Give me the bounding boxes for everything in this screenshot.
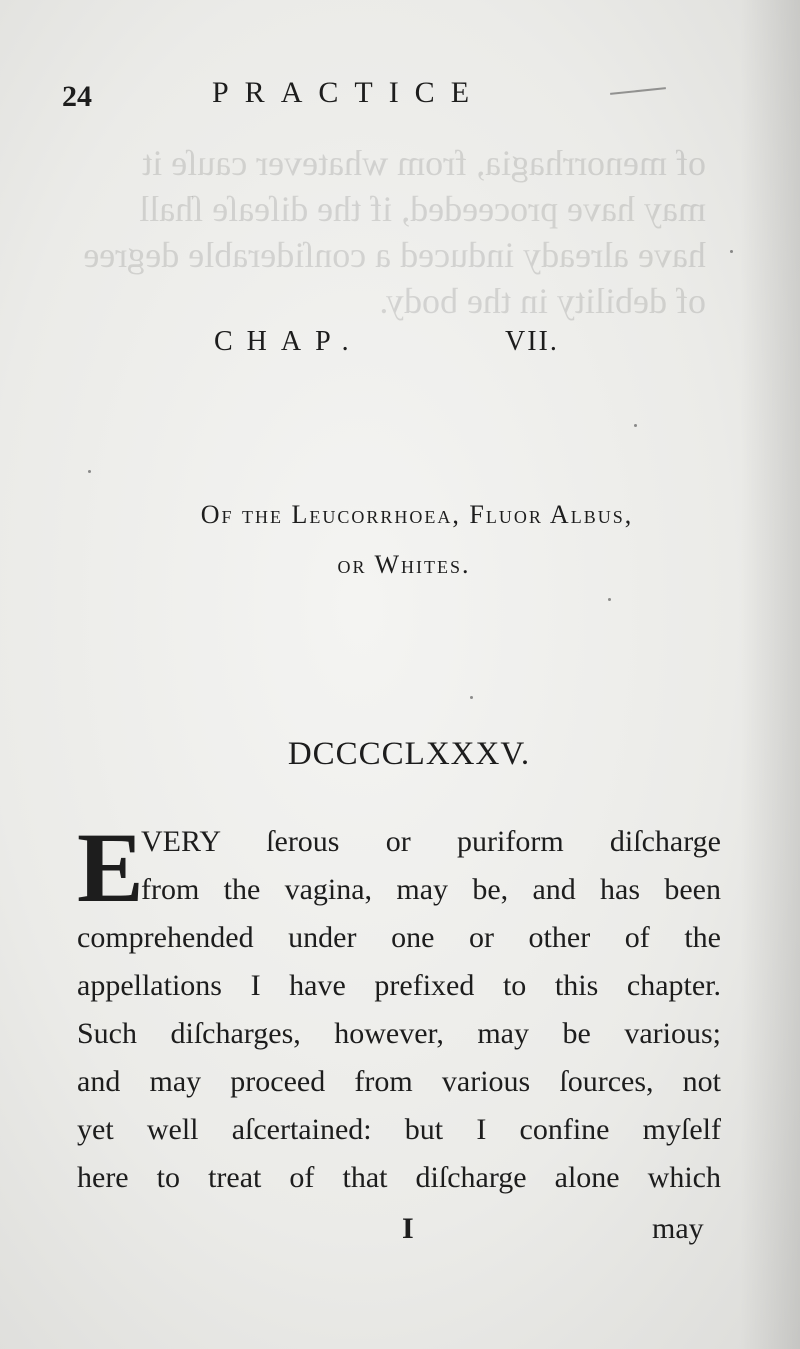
body-line: Such diſcharges, however, may be various; [77,1017,721,1050]
paper-speck [608,598,611,601]
body-line: yet well aſcertained: but I confine myſelf [77,1113,721,1146]
page-number: 24 [62,80,92,113]
page-gutter-shadow [740,0,800,1349]
page-header [0,76,800,116]
header-rule [610,87,666,95]
drop-cap: E [77,812,144,923]
body-line: from the vagina, may be, and has been [141,873,721,906]
chapter-title [0,490,800,590]
signature-mark: I [402,1212,414,1245]
paper-speck [88,470,91,473]
chapter-title-line-2: or Whites. [337,550,471,579]
show-through-line: have already induced a conſiderable degree [83,235,706,275]
section-number: DCCCCLXXXV. [287,736,531,772]
chapter-number: VII. [505,326,559,357]
body-paragraph [77,812,721,1202]
chapter-title-line-1: Of the Leucorrhoea, Fluor Albus, [200,500,634,529]
running-head: PRACTICE [212,76,486,109]
body-line: VERY ſerous or puriform diſcharge [141,825,721,858]
show-through-text [66,140,706,324]
body-line: and may proceed from various ſources, not [77,1065,721,1098]
show-through-line: of debility in the body. [379,281,706,321]
catchword: may [652,1212,704,1245]
show-through-line: of menorrhagia, from whatever cauſe it [142,143,706,183]
show-through-line: may have proceeded, if the diſeaſe ſhall [139,189,706,229]
body-line: appellations I have prefixed to this chapter. [77,969,721,1002]
paper-speck [470,696,473,699]
paper-speck [634,424,637,427]
chapter-label: CHAP. [214,326,363,357]
paper-speck [730,250,733,253]
body-line: comprehended under one or other of the [77,921,721,954]
body-line: here to treat of that diſcharge alone which [77,1161,721,1194]
